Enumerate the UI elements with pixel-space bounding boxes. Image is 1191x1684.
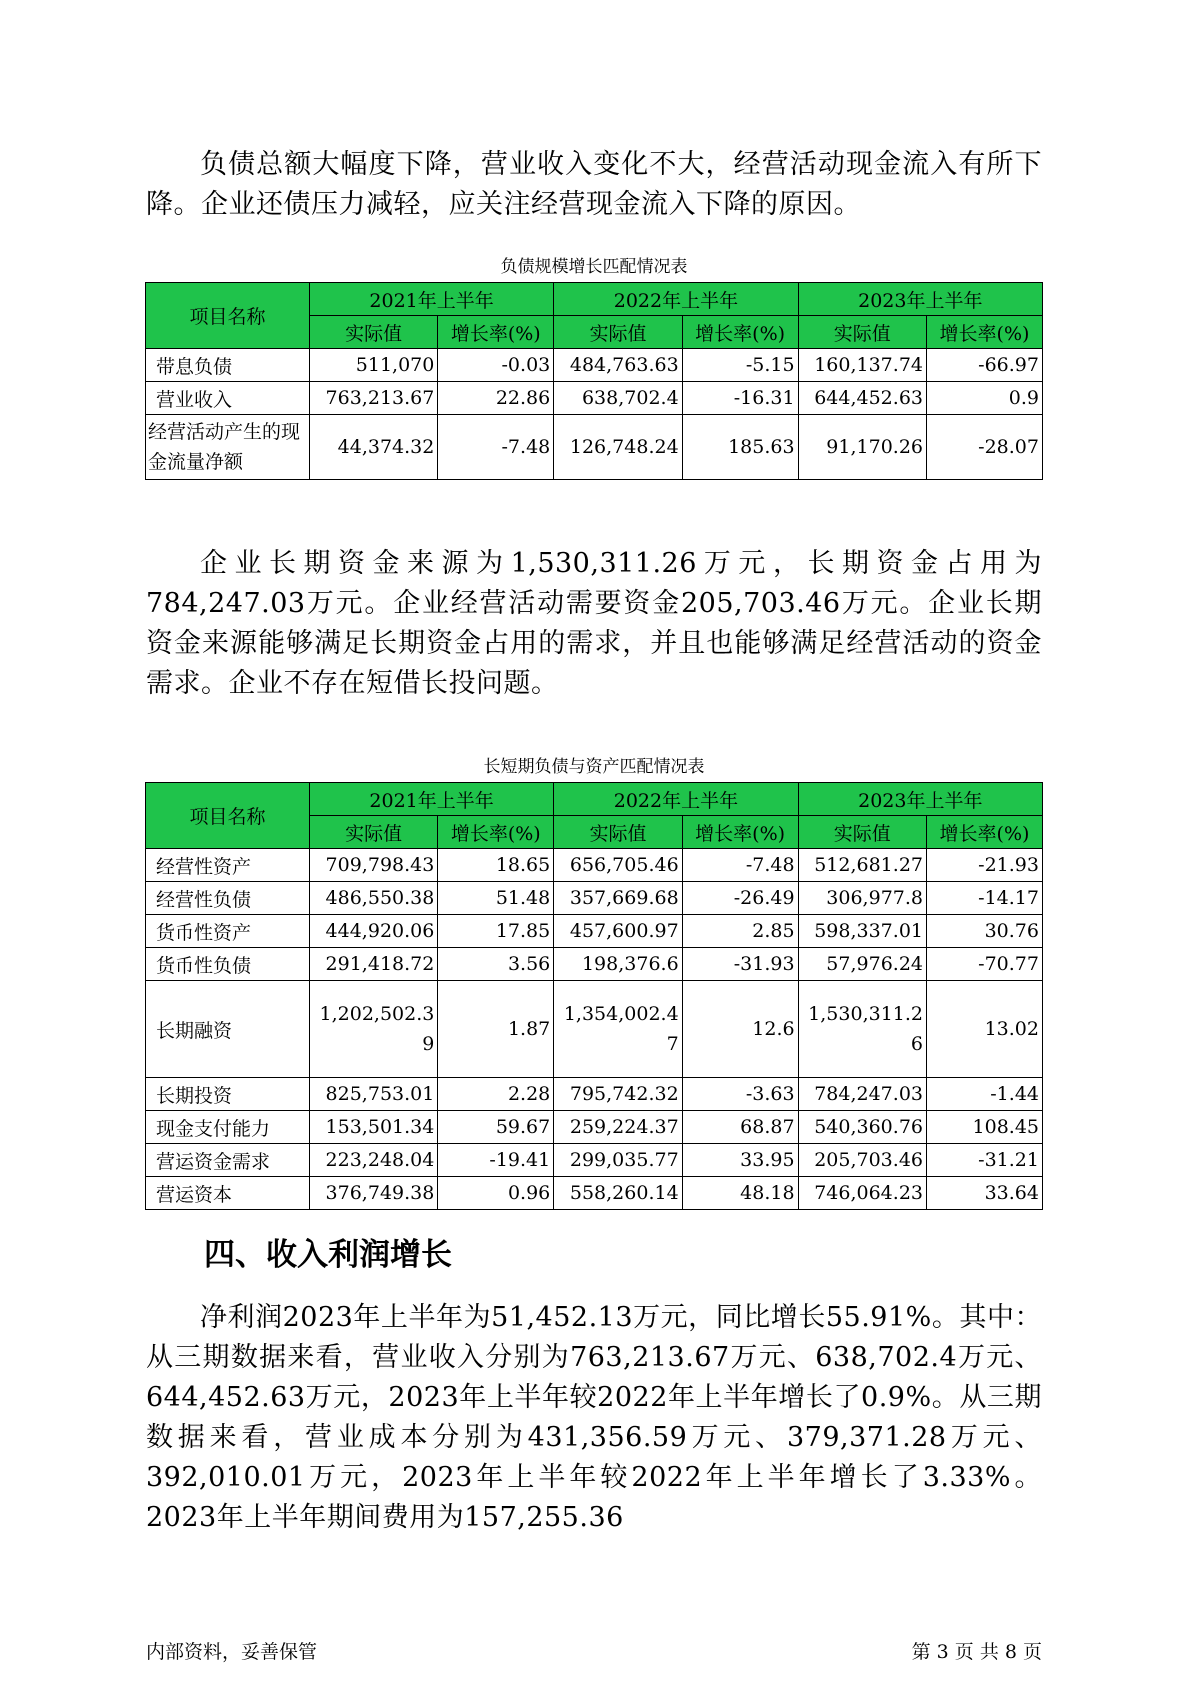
footer-confidential-note: 内部资料，妥善保管: [146, 1641, 318, 1663]
row-label: 经营性负债: [146, 882, 310, 915]
row-label: 长期投资: [146, 1078, 310, 1111]
row-label: 带息负债: [146, 349, 310, 382]
table-row: [146, 382, 1043, 415]
cell-value: 598,337.01: [798, 915, 926, 948]
row-label: 经营活动产生的现金流量净额: [146, 415, 310, 480]
table-row: [146, 1111, 1043, 1144]
cell-value: -31.93: [682, 948, 798, 981]
cell-value: 484,763.63: [554, 349, 682, 382]
row-label: 营运资本: [146, 1177, 310, 1210]
cell-value: -16.31: [682, 382, 798, 415]
header-growth: 增长率(%): [927, 316, 1043, 349]
table-row: [146, 915, 1043, 948]
cell-value: -7.48: [438, 415, 554, 480]
cell-value: 540,360.76: [798, 1111, 926, 1144]
header-growth: 增长率(%): [438, 316, 554, 349]
cell-value: 357,669.68: [554, 882, 682, 915]
header-actual: 实际值: [554, 316, 682, 349]
cell-value: 108.45: [927, 1111, 1043, 1144]
cell-value: -3.63: [682, 1078, 798, 1111]
cell-value: 746,064.23: [798, 1177, 926, 1210]
cell-value: 22.86: [438, 382, 554, 415]
row-label: 营运资金需求: [146, 1144, 310, 1177]
header-period: 2022年上半年: [554, 783, 798, 816]
cell-value: 185.63: [682, 415, 798, 480]
cell-value: 0.9: [927, 382, 1043, 415]
cell-value: 1.87: [438, 981, 554, 1078]
cell-value: 2.28: [438, 1078, 554, 1111]
header-actual: 实际值: [798, 316, 926, 349]
cell-value: 0.96: [438, 1177, 554, 1210]
cell-value: 48.18: [682, 1177, 798, 1210]
table-row: [146, 1144, 1043, 1177]
cell-value: -66.97: [927, 349, 1043, 382]
cell-value: -31.21: [927, 1144, 1043, 1177]
cell-value: 486,550.38: [309, 882, 437, 915]
paragraph-revenue-profit: 净利润2023年上半年为51,452.13万元，同比增长55.91%。其中：从三期数据来看，营业收入分别为763,213.67万元、638,702.4万元、644,452.63万元，2023年上半年较2022年上半年增长了0.9%。从三期数据来看，营业成本分别为431,356.59万元、379,371.28万元、392,010.01万元，2023年上半年较2022年上半年增长了3.33%。2023年上半年期间费用为157,255.36: [146, 1302, 1042, 1533]
paragraph-debt-summary: 负债总额大幅度下降，营业收入变化不大，经营活动现金流入有所下降。企业还债压力减轻，应关注经营现金流入下降的原因。: [146, 149, 1042, 220]
cell-value: 2.85: [682, 915, 798, 948]
cell-value: 644,452.63: [798, 382, 926, 415]
cell-value: 17.85: [438, 915, 554, 948]
cell-value: 457,600.97: [554, 915, 682, 948]
header-period: 2021年上半年: [309, 283, 553, 316]
table-row: [146, 849, 1043, 882]
footer-page-number: 第 3 页 共 8 页: [911, 1641, 1042, 1663]
cell-value: -21.93: [927, 849, 1043, 882]
cell-value: 558,260.14: [554, 1177, 682, 1210]
table-row: [146, 882, 1043, 915]
cell-value: 299,035.77: [554, 1144, 682, 1177]
cell-value: 126,748.24: [554, 415, 682, 480]
table-row: [146, 415, 1043, 480]
cell-value: 198,376.6: [554, 948, 682, 981]
cell-value: 1,354,002.47: [554, 981, 682, 1078]
debt-scale-table: [145, 282, 1043, 480]
table-row: [146, 1177, 1043, 1210]
cell-value: 57,976.24: [798, 948, 926, 981]
cell-value: 223,248.04: [309, 1144, 437, 1177]
table-row: [146, 948, 1043, 981]
cell-value: 1,530,311.26: [798, 981, 926, 1078]
header-growth: 增长率(%): [927, 816, 1043, 849]
cell-value: 68.87: [682, 1111, 798, 1144]
table-caption-asset-liability-match: 长短期负债与资产匹配情况表: [483, 757, 705, 777]
cell-value: 205,703.46: [798, 1144, 926, 1177]
cell-value: -70.77: [927, 948, 1043, 981]
cell-value: 291,418.72: [309, 948, 437, 981]
table-caption-debt-scale: 负债规模增长匹配情况表: [500, 257, 688, 277]
header-item-name: 项目名称: [146, 283, 310, 349]
header-actual: 实际值: [798, 816, 926, 849]
header-period: 2023年上半年: [798, 783, 1042, 816]
cell-value: 30.76: [927, 915, 1043, 948]
header-growth: 增长率(%): [682, 316, 798, 349]
cell-value: 59.67: [438, 1111, 554, 1144]
header-actual: 实际值: [554, 816, 682, 849]
header-period: 2023年上半年: [798, 283, 1042, 316]
row-label: 现金支付能力: [146, 1111, 310, 1144]
cell-value: 91,170.26: [798, 415, 926, 480]
cell-value: 1,202,502.39: [309, 981, 437, 1078]
cell-value: -0.03: [438, 349, 554, 382]
header-period: 2022年上半年: [554, 283, 798, 316]
row-label: 长期融资: [146, 981, 310, 1078]
cell-value: 656,705.46: [554, 849, 682, 882]
section-heading: 四、收入利润增长: [204, 1237, 452, 1273]
row-label: 货币性资产: [146, 915, 310, 948]
cell-value: 709,798.43: [309, 849, 437, 882]
cell-value: 13.02: [927, 981, 1043, 1078]
cell-value: 376,749.38: [309, 1177, 437, 1210]
cell-value: 153,501.34: [309, 1111, 437, 1144]
asset-liability-match-table: [145, 782, 1043, 1210]
header-actual: 实际值: [309, 816, 437, 849]
cell-value: -5.15: [682, 349, 798, 382]
cell-value: -1.44: [927, 1078, 1043, 1111]
table-row: [146, 981, 1043, 1078]
cell-value: 512,681.27: [798, 849, 926, 882]
cell-value: -28.07: [927, 415, 1043, 480]
header-growth: 增长率(%): [682, 816, 798, 849]
header-growth: 增长率(%): [438, 816, 554, 849]
cell-value: 306,977.8: [798, 882, 926, 915]
cell-value: -19.41: [438, 1144, 554, 1177]
cell-value: 51.48: [438, 882, 554, 915]
cell-value: 825,753.01: [309, 1078, 437, 1111]
cell-value: 18.65: [438, 849, 554, 882]
header-actual: 实际值: [309, 316, 437, 349]
cell-value: -7.48: [682, 849, 798, 882]
cell-value: -26.49: [682, 882, 798, 915]
cell-value: 511,070: [309, 349, 437, 382]
table-row: [146, 349, 1043, 382]
cell-value: 33.64: [927, 1177, 1043, 1210]
table-row: [146, 1078, 1043, 1111]
cell-value: 259,224.37: [554, 1111, 682, 1144]
header-item-name: 项目名称: [146, 783, 310, 849]
cell-value: -14.17: [927, 882, 1043, 915]
row-label: 货币性负债: [146, 948, 310, 981]
cell-value: 160,137.74: [798, 349, 926, 382]
cell-value: 3.56: [438, 948, 554, 981]
cell-value: 444,920.06: [309, 915, 437, 948]
cell-value: 638,702.4: [554, 382, 682, 415]
cell-value: 44,374.32: [309, 415, 437, 480]
cell-value: 763,213.67: [309, 382, 437, 415]
paragraph-long-term-funds: 企业长期资金来源为1,530,311.26万元，长期资金占用为784,247.03万元。企业经营活动需要资金205,703.46万元。企业长期资金来源能够满足长期资金占用的需求，并且也能够满足经营活动的资金需求。企业不存在短借长投问题。: [146, 548, 1042, 699]
row-label: 经营性资产: [146, 849, 310, 882]
cell-value: 33.95: [682, 1144, 798, 1177]
header-period: 2021年上半年: [309, 783, 553, 816]
cell-value: 12.6: [682, 981, 798, 1078]
row-label: 营业收入: [146, 382, 310, 415]
cell-value: 784,247.03: [798, 1078, 926, 1111]
cell-value: 795,742.32: [554, 1078, 682, 1111]
